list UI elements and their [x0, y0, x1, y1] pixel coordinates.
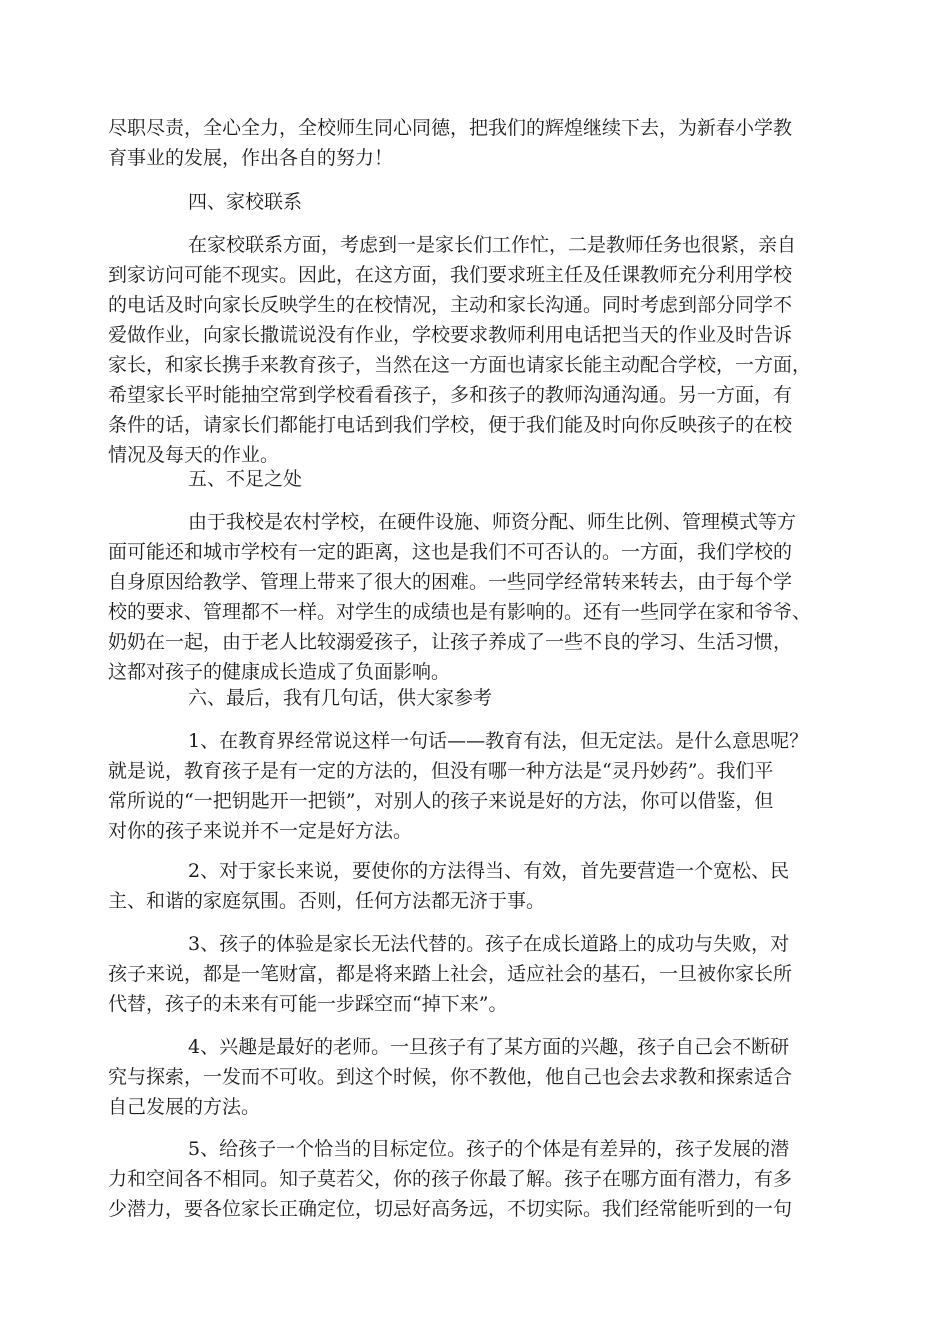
text-line: 奶奶在一起，由于老人比较溺爱孩子，让孩子养成了一些不良的学习、生活习惯，	[108, 631, 793, 653]
text-line: 在家校联系方面，考虑到一是家长们工作忙，二是教师任务也很紧，亲自	[188, 234, 797, 256]
text-line: 3、孩子的体验是家长无法代替的。孩子在成长道路上的成功与失败，对	[188, 933, 790, 955]
text-line: 代替，孩子的未来有可能一步踩空而“掉下来”。	[108, 993, 508, 1015]
text-line: 家长，和家长携手来教育孩子，当然在这一方面也请家长能主动配合学校，一方面，	[108, 354, 812, 376]
heading-text: 四、家校联系	[188, 191, 303, 213]
text-line: 面可能还和城市学校有一定的距离，这也是我们不可否认的。一方面，我们学校的	[108, 541, 793, 563]
paragraph-advice-1	[108, 726, 848, 846]
text-line: 希望家长平时能抽空常到学校看看孩子，多和孩子的教师沟通沟通。另一方面，有	[108, 384, 793, 406]
text-line: 对你的孩子来说并不一定是好方法。	[108, 820, 413, 842]
section-heading-five	[108, 464, 848, 494]
text-line: 主、和谐的家庭氛围。否则，任何方法都无济于事。	[108, 890, 546, 912]
text-line: 孩子来说，都是一笔财富，都是将来踏上社会，适应社会的基石，一旦被你家长所	[108, 963, 793, 985]
heading-text: 五、不足之处	[188, 468, 303, 490]
text-line: 自己发展的方法。	[108, 1096, 261, 1118]
text-line: 育事业的发展，作出各自的努力！	[108, 147, 394, 169]
text-line: 自身原因给教学、管理上带来了很大的困难。一些同学经常转来转去，由于每个学	[108, 571, 793, 593]
text-line: 到家访问可能不现实。因此，在这方面，我们要求班主任及任课教师充分利用学校	[108, 264, 793, 286]
text-line: 4、兴趣是最好的老师。一旦孩子有了某方面的兴趣，孩子自己会不断研	[188, 1036, 790, 1058]
text-line: 爱做作业，向家长撒谎说没有作业，学校要求教师利用电话把当天的作业及时告诉	[108, 324, 793, 346]
section-heading-four	[108, 187, 848, 217]
text-line: 力和空间各不相同。知子莫若父，你的孩子你最了解。孩子在哪方面有潜力，有多	[108, 1168, 793, 1190]
text-line: 常所说的“一把钥匙开一把锁”，对别人的孩子来说是好的方法，你可以借鉴，但	[108, 790, 774, 812]
text-line: 就是说，教育孩子是有一定的方法的，但没有哪一种方法是“灵丹妙药”。我们平	[108, 760, 774, 782]
text-line: 尽职尽责，全心全力，全校师生同心同德，把我们的辉煌继续下去，为新春小学教	[108, 117, 793, 139]
text-line: 由于我校是农村学校，在硬件设施、师资分配、师生比例、管理模式等方	[188, 511, 797, 533]
text-line: 校的要求、管理都不一样。对学生的成绩也是有影响的。还有一些同学在家和爷爷、	[108, 601, 812, 623]
text-line: 少潜力，要各位家长正确定位，切忌好高务远，不切实际。我们经常能听到的一句	[108, 1198, 793, 1220]
paragraph-advice-4	[108, 1032, 848, 1122]
text-line: 条件的话，请家长们都能打电话到我们学校，便于我们能及时向你反映孩子的在校	[108, 414, 793, 436]
paragraph-advice-5	[108, 1134, 848, 1224]
paragraph-home-school-contact	[108, 230, 848, 470]
text-line: 情况及每天的作业。	[108, 444, 280, 466]
paragraph-shortcomings	[108, 507, 848, 687]
text-line: 究与探索，一发而不可收。到这个时候，你不教他，他自己也会去求教和探索适合	[108, 1066, 793, 1088]
text-line: 5、给孩子一个恰当的目标定位。孩子的个体是有差异的，孩子发展的潜	[188, 1138, 790, 1160]
paragraph-advice-3	[108, 929, 848, 1019]
paragraph-continuation	[108, 113, 848, 173]
text-line: 1、在教育界经常说这样一句话——教育有法，但无定法。是什么意思呢？	[188, 730, 809, 752]
text-line: 的电话及时向家长反映学生的在校情况，主动和家长沟通。同时考虑到部分同学不	[108, 294, 793, 316]
text-line: 这都对孩子的健康成长造成了负面影响。	[108, 661, 451, 683]
paragraph-advice-2	[108, 856, 848, 916]
text-line: 2、对于家长来说，要使你的方法得当、有效，首先要营造一个宽松、民	[188, 860, 790, 882]
section-heading-six	[108, 683, 848, 713]
heading-text: 六、最后，我有几句话，供大家参考	[188, 687, 493, 709]
